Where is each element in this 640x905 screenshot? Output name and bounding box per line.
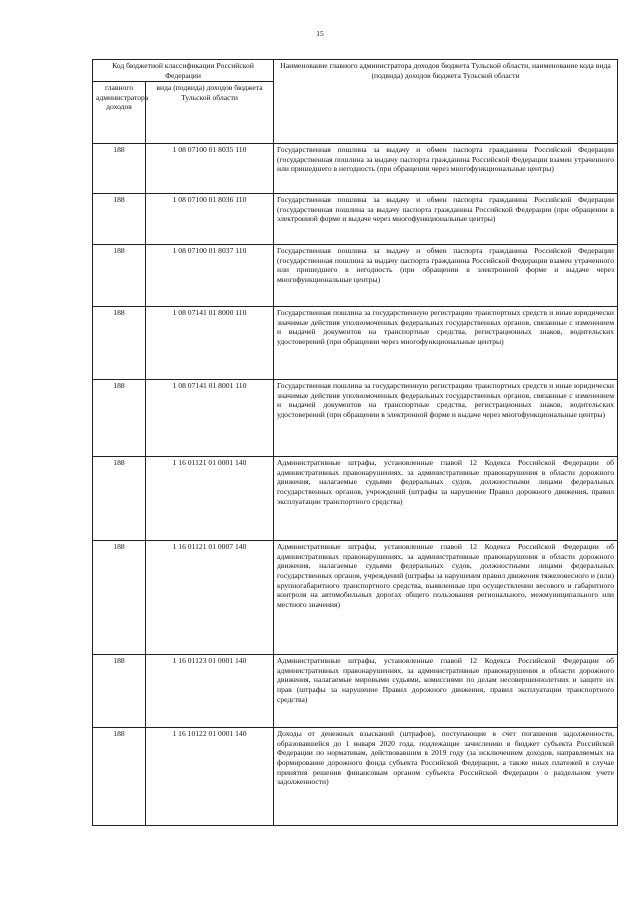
admin-code-cell: 188 xyxy=(93,655,146,728)
table-row xyxy=(93,380,618,457)
revenue-description-cell: Административные штрафы, установленные главой 12 Кодекса Российской Федерации об административных правонарушениях, за административные правонарушения в области дорожного движения, налагаемые судьями федеральных судов, должностными лицами федеральных государственных органов, учреждений (штрафы за нарушение Правил дорожного движения, правил эксплуатации транспортного средства) xyxy=(274,457,618,541)
revenue-code-cell: 1 16 10122 01 0001 140 xyxy=(146,728,274,826)
header-code-group: Код бюджетной классификации Российской Федерации xyxy=(93,60,274,82)
admin-code-cell: 188 xyxy=(93,728,146,826)
revenue-description-cell: Государственная пошлина за выдачу и обмен паспорта гражданина Российской Федерации (государственная пошлина за выдачу паспорта гражданина Российской Федерации (при обращении в электронной форме и выдаче через многофункциональные центры) xyxy=(274,194,618,245)
admin-code-cell: 188 xyxy=(93,457,146,541)
revenue-description-cell: Государственная пошлина за выдачу и обмен паспорта гражданина Российской Федерации (государственная пошлина за выдачу паспорта гражданина Российской Федерации взамен утраченного или пришедшего в негодность (при обращении через многофункциональные центры) xyxy=(274,144,618,194)
revenue-description-cell: Доходы от денежных взысканий (штрафов), поступающие в счет погашения задолженности, образовавшейся до 1 января 2020 года, подлежащие зачислению в бюджет субъекта Российской Федерации по нормативам, действовавшим в 2019 году (за исключением доходов, направляемых на формирование дорожного фонда субъекта Российской Федерации, а также иных платежей в случае принятия решения финансовым органом субъекта Российской Федерации о раздельном учете задолженности) xyxy=(274,728,618,826)
revenue-description-cell: Государственная пошлина за государственную регистрацию транспортных средств и иные юридически значимые действия уполномоченных федеральных государственных органов, связанные с изменением и выдачей документов на транспортные средства, регистрационных знаков, водительских удостоверений (при обращении в электронной форме и выдаче через многофункциональные центры) xyxy=(274,380,618,457)
revenue-code-cell: 1 16 01121 01 0007 140 xyxy=(146,541,274,655)
table-row xyxy=(93,245,618,307)
admin-code-cell: 188 xyxy=(93,144,146,194)
table-row xyxy=(93,144,618,194)
revenue-description-cell: Государственная пошлина за государственную регистрацию транспортных средств и иные юридически значимые действия уполномоченных федеральных государственных органов, связанные с изменением и выдачей документов на транспортные средства, регистрационных знаков, водительских удостоверений (при обращении через многофункциональные центры) xyxy=(274,307,618,380)
page-number: 15 xyxy=(316,29,324,38)
table-row xyxy=(93,307,618,380)
header-name-column: Наименование главного администратора доходов бюджета Тульской области, наименование кода вида (подвида) доходов бюджета Тульской области xyxy=(274,60,618,144)
admin-code-cell: 188 xyxy=(93,245,146,307)
table-row xyxy=(93,457,618,541)
table-row xyxy=(93,541,618,655)
revenue-code-cell: 1 08 07100 01 8037 110 xyxy=(146,245,274,307)
revenue-description-cell: Административные штрафы, установленные главой 12 Кодекса Российской Федерации об административных правонарушениях, за административные правонарушения в области дорожного движения, налагаемые судьями федеральных судов, должностными лицами федеральных государственных органов, учреждений (штрафы за нарушения правил движения тяжеловесного и (или) крупногабаритного транспортного средства, выявленные при осуществлении весового и габаритного контроля на автомобильных дорогах общего пользования регионального, межмуниципального или местного значения) xyxy=(274,541,618,655)
revenue-code-cell: 1 08 07141 01 8000 110 xyxy=(146,307,274,380)
revenue-code-cell: 1 08 07100 01 8036 110 xyxy=(146,194,274,245)
admin-code-cell: 188 xyxy=(93,194,146,245)
revenue-code-cell: 1 16 01123 01 0001 140 xyxy=(146,655,274,728)
admin-code-cell: 188 xyxy=(93,380,146,457)
table-row xyxy=(93,655,618,728)
table-row xyxy=(93,194,618,245)
admin-code-cell: 188 xyxy=(93,307,146,380)
budget-classification-table xyxy=(92,59,618,826)
header-kind-column: вида (подвида) доходов бюджета Тульской области xyxy=(146,82,274,144)
revenue-code-cell: 1 08 07141 01 8001 110 xyxy=(146,380,274,457)
table-row xyxy=(93,728,618,826)
admin-code-cell: 188 xyxy=(93,541,146,655)
revenue-code-cell: 1 08 07100 01 8035 110 xyxy=(146,144,274,194)
revenue-description-cell: Государственная пошлина за выдачу и обмен паспорта гражданина Российской Федерации (государственная пошлина за выдачу паспорта гражданина Российской Федерации взамен утраченного или пришедшего в негодность (при обращении в электронной форме и выдаче через многофункциональные центры) xyxy=(274,245,618,307)
revenue-description-cell: Административные штрафы, установленные главой 12 Кодекса Российской Федерации об административных правонарушениях, за административные правонарушения в области дорожного движения, налагаемые мировыми судьями, комиссиями по делам несовершеннолетних и защите их прав (штрафы за нарушение Правил дорожного движения, правил эксплуатации транспортного средства) xyxy=(274,655,618,728)
revenue-code-cell: 1 16 01121 01 0001 140 xyxy=(146,457,274,541)
header-admin-column: главного администратора доходов xyxy=(93,82,146,144)
